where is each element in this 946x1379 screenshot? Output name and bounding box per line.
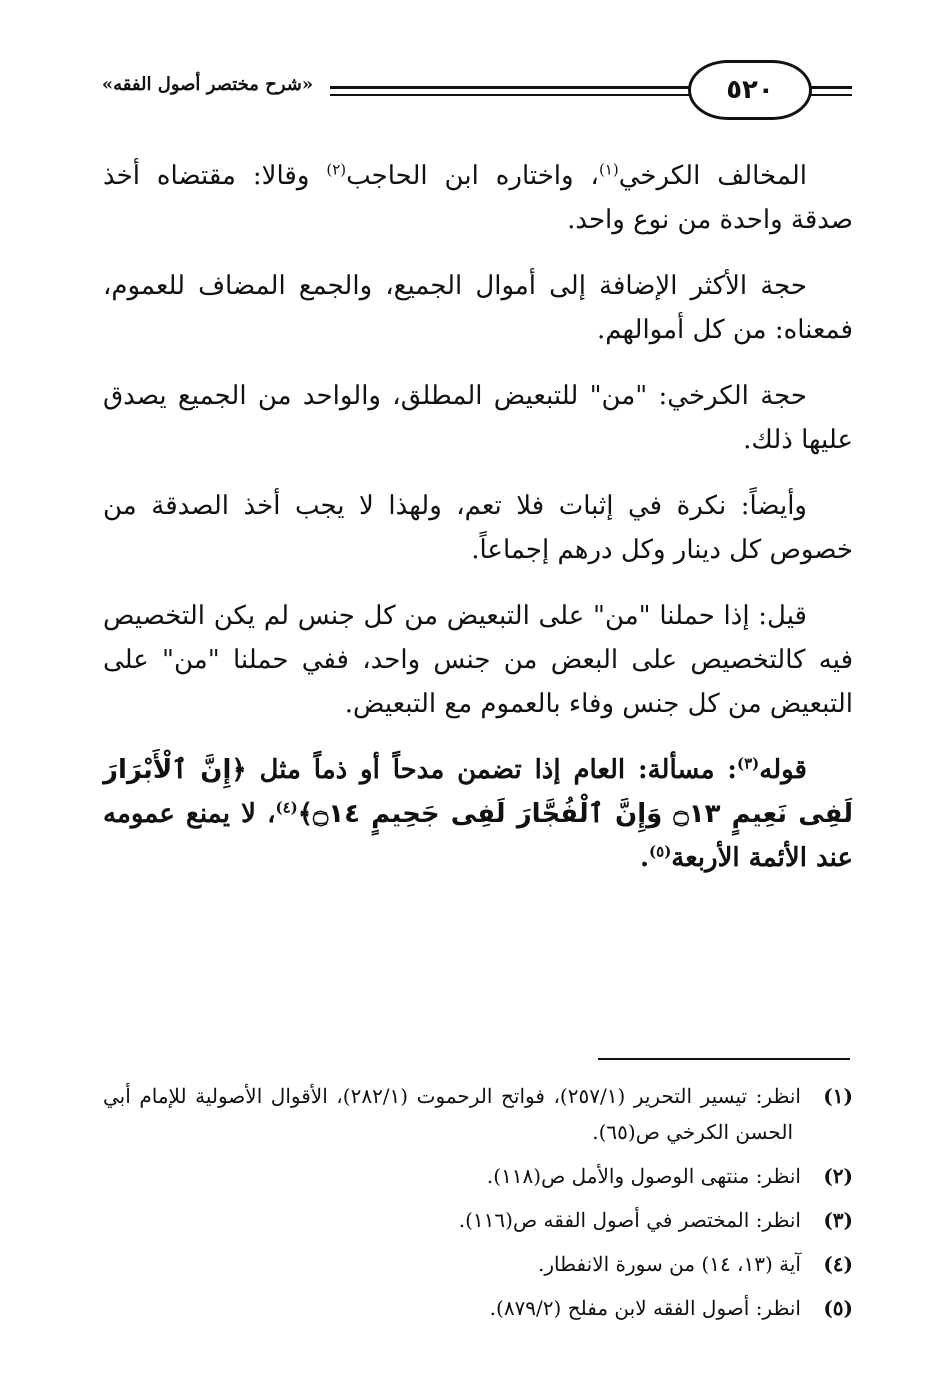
paragraph-1 [103,154,853,242]
footnote-number: (٥) [823,1296,853,1320]
paragraph-5: قيل: إذا حملنا "من" على التبعيض من كل جنس لم يكن التخصيص فيه كالتخصيص على البعض من جنس واحد، ففي حملنا "من" على التبعيض من كل جنس وفاء بالعموم مع التبعيض. [103,601,853,719]
footnote-1 [103,1078,853,1150]
text-run: ، واختاره ابن الحاجب [346,161,599,191]
page-header [90,58,860,138]
footnote-ref-1: (١) [598,160,619,179]
main-text [103,154,853,902]
footnote-ref-5: (٥) [649,842,672,861]
footnote-4 [103,1246,853,1282]
footnote-text: آية (١٣، ١٤) من سورة الانفطار. [538,1252,801,1276]
footnote-ref-4: (٤) [275,798,298,817]
footnotes [103,1078,853,1334]
paragraph-6 [103,748,853,880]
header-rule-left-thin [330,94,690,96]
header-rule-right-thin [810,94,852,96]
quran-verse: ﴿إِنَّ ٱلْأَبْرَارَ لَفِى نَعِيمٍ ۝١٣ وَإِنَّ ٱلْفُجَّارَ لَفِى جَحِيمٍ ۝١٤﴾ [103,755,853,829]
text-run: : مسألة: العام إذا تضمن مدحاً أو ذماً مثل [246,755,737,785]
text-run: . [639,843,650,873]
footnote-number: (٢) [823,1164,853,1188]
header-rule-left [330,86,690,89]
text-run: قوله [759,755,807,785]
text-run: وقالا: مقتضاه أخذ صدقة واحدة من نوع واحد. [103,161,853,235]
running-title: «شرح مختصر أصول الفقه» [101,74,314,95]
text-run: ، لا يمنع عمومه عند الأئمة الأربعة [103,799,853,873]
footnote-3 [103,1202,853,1238]
footnote-number: (١) [823,1084,853,1108]
footnote-text: انظر: منتهى الوصول والأمل ص(١١٨). [486,1164,801,1188]
footnote-ref-3: (٣) [736,754,760,773]
footnote-text: انظر: تيسير التحرير (٢٥٧/١)، فواتح الرحموت (٢٨٢/١)، الأقوال الأصولية للإمام أبي الحسن الكرخي ص(٦٥). [103,1084,801,1144]
footnote-2 [103,1158,853,1194]
footnote-number: (٣) [823,1208,853,1232]
footnote-number: (٤) [823,1252,853,1276]
footnote-text: انظر: المختصر في أصول الفقه ص(١١٦). [458,1208,801,1232]
footnote-5 [103,1290,853,1326]
paragraph-4: وأيضاً: نكرة في إثبات فلا تعم، ولهذا لا يجب أخذ الصدقة من خصوص كل دينار وكل درهم إجماعاً. [103,491,853,565]
footnote-ref-2: (٢) [326,160,347,179]
paragraph-2: حجة الأكثر الإضافة إلى أموال الجميع، والجمع المضاف للعموم، فمعناه: من كل أموالهم. [103,271,853,345]
page-number: ٥٢٠ [688,60,812,120]
text-run: المخالف الكرخي [618,161,807,191]
paragraph-3: حجة الكرخي: "من" للتبعيض المطلق، والواحد من الجميع يصدق عليها ذلك. [103,381,853,455]
footnote-separator [598,1058,850,1060]
footnote-text: انظر: أصول الفقه لابن مفلح (٨٧٩/٢). [489,1296,801,1320]
header-rule-right [810,86,852,89]
